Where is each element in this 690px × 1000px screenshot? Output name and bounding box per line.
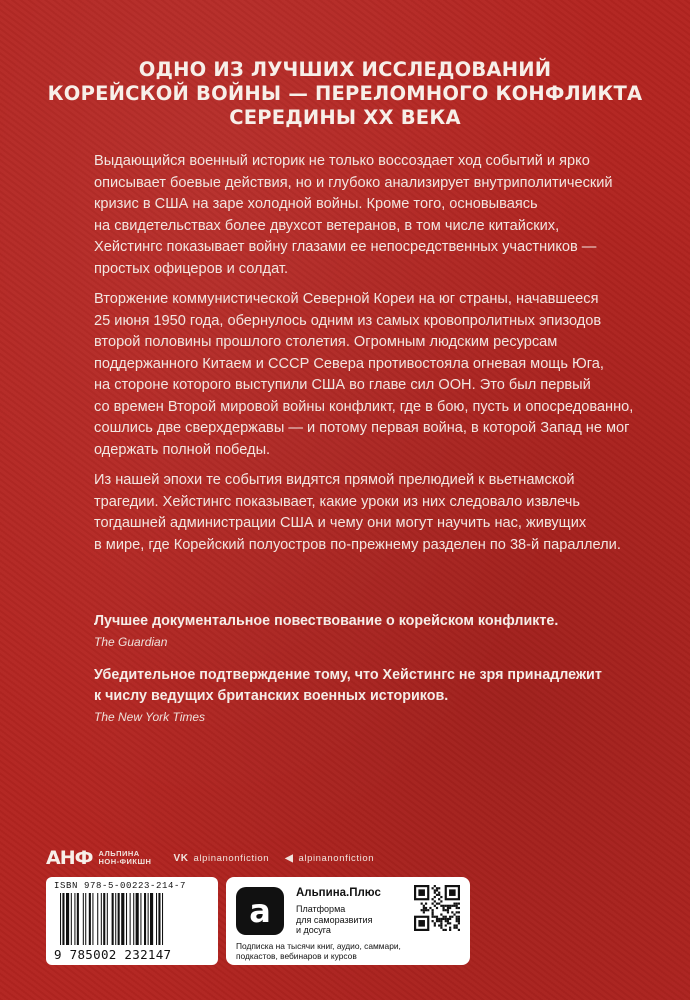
- text-line: простых офицеров и солдат.: [94, 260, 288, 277]
- quote-source: The New York Times: [94, 710, 206, 724]
- text-line: описывает боевые действия, но и глубоко анализирует внутриполитический: [94, 174, 613, 191]
- text-line: со времен Второй мировой войны конфликт, где в бою, пусть и опосредованно,: [94, 398, 634, 415]
- text-line: Хейстингс показывает войну глазами ее непосредственных участников —: [94, 239, 597, 255]
- text-line: поддержанного Китаем и СССР Севера противостояла огневая мощь Юга,: [94, 355, 604, 372]
- publisher-row: [46, 847, 374, 869]
- publisher-name-line: НОН-ФИКШН: [98, 857, 152, 866]
- text-line: на стороне которого выступили США во главе сил ООН. Это был первый: [94, 377, 591, 393]
- text-line: сошлись две сверхдержавы — и потому первая война, в которой Запад не мог: [94, 420, 630, 436]
- text-line: второй половины прошлого столетия. Огромным людским ресурсам: [94, 334, 558, 350]
- qr-code-icon[interactable]: [414, 885, 460, 931]
- heading-line: СЕРЕДИНЫ XX ВЕКА: [229, 106, 461, 129]
- text-line: в мире, где Корейский полуостров по-прежнему разделен по 38-й параллели.: [94, 536, 621, 553]
- review-quote-nyt: [94, 665, 634, 725]
- telegram-handle[interactable]: alpinanonfiction: [298, 852, 375, 864]
- alpina-plus-logo: a: [236, 887, 284, 935]
- alpina-plus-tagline: [296, 904, 372, 936]
- paragraph-1: [94, 151, 634, 280]
- text-line: на свидетельствах более двухсот ветеранов, в том числе китайских,: [94, 217, 560, 234]
- quote-text: к числу ведущих британских военных историков.: [94, 688, 449, 704]
- alpina-plus-subtitle: [236, 941, 401, 961]
- publisher-name-line: АЛЬПИНА: [98, 849, 140, 858]
- telegram-icon: ◀: [285, 852, 294, 864]
- alpina-plus-ad: [226, 877, 470, 965]
- text-line: трагедии. Хейстингс показывает, какие уроки из них следовало извлечь: [94, 493, 580, 510]
- paragraph-2: [94, 289, 634, 461]
- annotation-text: [94, 151, 634, 565]
- text-line: тогдашней администрации США и чему они могут научить нас, живущих: [94, 515, 587, 531]
- text-line: Из нашей эпохи те события видятся прямой прелюдией к вьетнамской: [94, 472, 575, 488]
- quote-source: The Guardian: [94, 635, 168, 649]
- text-line: 25 июня 1950 года, обернулось одним из самых кровопролитных эпизодов: [94, 312, 602, 329]
- subtitle-line: Подписка на тысячи книг, аудио, саммари,: [236, 941, 401, 951]
- tagline-line: для саморазвития: [296, 914, 373, 925]
- tagline-line: Платформа: [296, 904, 346, 914]
- publisher-logo: АНФ: [46, 847, 93, 869]
- text-line: кризис в США на заре холодной войны. Кроме того, основываясь: [94, 196, 538, 212]
- text-line: одержать полной победы.: [94, 441, 271, 458]
- heading-line: КОРЕЙСКОЙ ВОЙНЫ — ПЕРЕЛОМНОГО КОНФЛИКТА: [47, 82, 643, 105]
- vk-icon: VK: [173, 852, 189, 864]
- text-line: Выдающийся военный историк не только воссоздает ход событий и ярко: [94, 153, 590, 169]
- isbn-number: 9 785002 232147: [54, 947, 172, 962]
- quote-text: Лучшее документальное повествование о корейском конфликте.: [94, 613, 559, 629]
- paragraph-3: [94, 470, 634, 556]
- alpina-plus-brand: Альпина.Плюс: [296, 887, 381, 899]
- subtitle-line: подкастов, вебинаров и курсов: [236, 951, 357, 961]
- tagline-line: и досуга: [296, 925, 331, 935]
- publisher-name: [98, 850, 151, 866]
- review-quote-guardian: [94, 611, 634, 650]
- heading-line: ОДНО ИЗ ЛУЧШИХ ИССЛЕДОВАНИЙ: [138, 58, 552, 81]
- barcode-icon: [60, 893, 210, 945]
- text-line: Вторжение коммунистической Северной Кореи на юг страны, начавшееся: [94, 291, 599, 307]
- isbn-label: ISBN 978-5-00223-214-7: [54, 881, 187, 891]
- cover-heading: [40, 58, 650, 130]
- vk-handle[interactable]: alpinanonfiction: [193, 852, 270, 864]
- social-links: [173, 853, 374, 864]
- quote-text: Убедительное подтверждение тому, что Хейстингс не зря принадлежит: [94, 667, 602, 683]
- isbn-barcode-box: [46, 877, 218, 965]
